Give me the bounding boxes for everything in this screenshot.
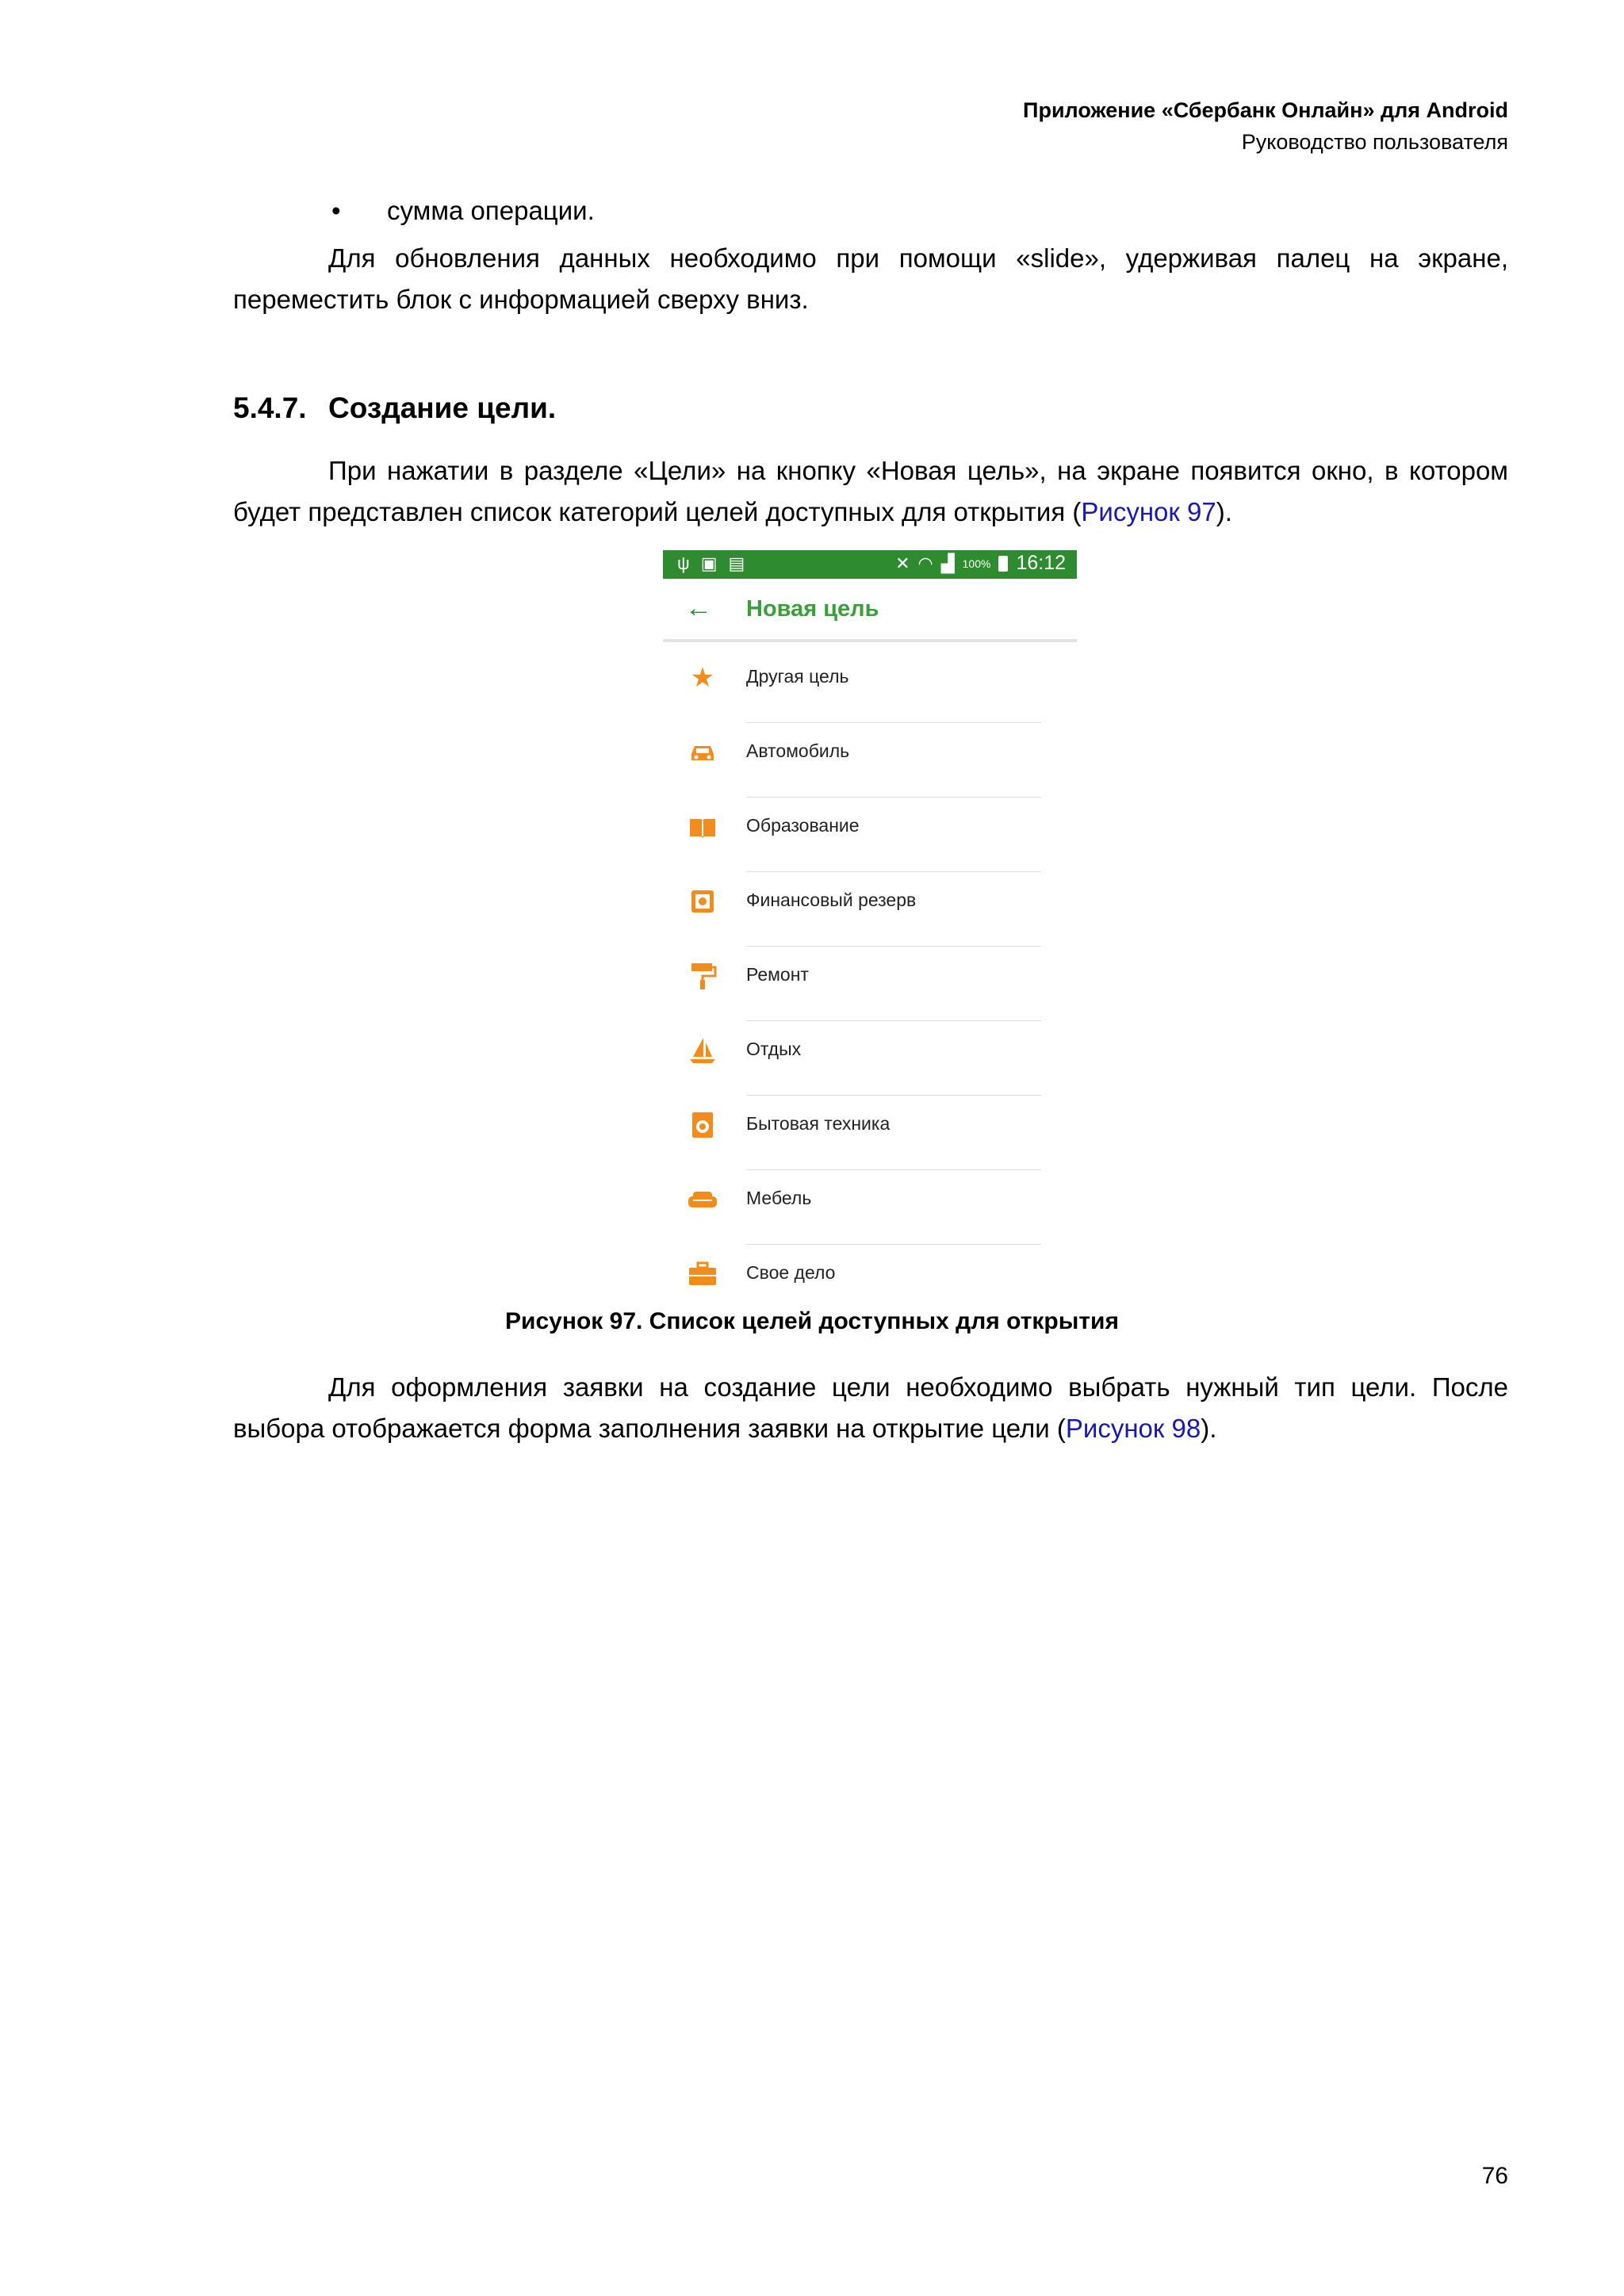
- goal-item-label: Автомобиль: [746, 740, 850, 761]
- goal-item-label: Ремонт: [746, 964, 809, 985]
- goal-item-label: Финансовый резерв: [746, 890, 917, 910]
- back-arrow-icon[interactable]: ←: [685, 593, 712, 623]
- paragraph-new-goal: [233, 450, 1508, 533]
- goal-item-appliances[interactable]: [663, 1096, 1077, 1170]
- briefcase-icon: [687, 1258, 718, 1289]
- goal-item-financial-reserve[interactable]: [663, 872, 1077, 947]
- goal-item-furniture[interactable]: [663, 1170, 1077, 1245]
- mute-icon: ✕: [895, 553, 910, 573]
- paragraph-new-goal-text: При нажатии в разделе «Цели» на кнопку «Новая цель», на экране появится окно, в котором будет представлен список категорий целей доступных для открытия (: [233, 456, 1508, 526]
- washing-machine-icon: [687, 1109, 718, 1141]
- goal-item-label: Мебель: [746, 1188, 812, 1208]
- goal-item-label: Бытовая техника: [746, 1113, 891, 1134]
- paragraph-select-type-text: Для оформления заявки на создание цели необходимо выбрать нужный тип цели. После выбора отображается форма заполнения заявки на открытие цели (: [233, 1372, 1508, 1443]
- car-icon: [687, 737, 718, 768]
- section-number: 5.4.7.: [233, 392, 307, 424]
- battery-percent: 100%: [962, 557, 991, 570]
- bullet-item: [331, 190, 595, 232]
- figure-98-link[interactable]: Рисунок 98: [1065, 1414, 1201, 1443]
- goal-item-education[interactable]: [663, 798, 1077, 872]
- goal-item-label: Свое дело: [746, 1262, 836, 1283]
- status-time: 16:12: [1016, 552, 1066, 574]
- status-bar: [663, 550, 1077, 579]
- goal-item-label: Отдых: [746, 1039, 802, 1059]
- goal-item-own-business[interactable]: [663, 1245, 1077, 1289]
- battery-icon: [998, 556, 1008, 572]
- section-title: Создание цели.: [328, 392, 557, 424]
- bullet-dot: •: [331, 196, 341, 225]
- header-subtitle: Руководство пользователя: [1241, 130, 1508, 154]
- paragraph-new-goal-end: ).: [1216, 497, 1232, 526]
- wifi-icon: ◠: [917, 553, 933, 573]
- page-number: 76: [1481, 2163, 1508, 2189]
- paragraph-select-type-end: ).: [1201, 1414, 1217, 1443]
- image-icon: ▣: [700, 553, 718, 573]
- goal-item-other[interactable]: [663, 649, 1077, 723]
- goal-item-repair[interactable]: [663, 947, 1077, 1021]
- safe-icon: [687, 886, 718, 917]
- signal-icon: ▟: [940, 553, 955, 573]
- sailboat-icon: [687, 1035, 718, 1066]
- figure-caption: Рисунок 97. Список целей доступных для открытия: [505, 1308, 1119, 1334]
- goal-item-label: Другая цель: [746, 666, 849, 687]
- header-title: Приложение «Сбербанк Онлайн» для Android: [1023, 98, 1508, 122]
- paragraph-select-type: [233, 1367, 1508, 1449]
- paragraph-refresh: Для обновления данных необходимо при помощи «slide», удерживая палец на экране, переместить блок с информацией сверху вниз.: [233, 243, 1508, 314]
- excel-icon: ▤: [728, 553, 745, 573]
- goal-item-vacation[interactable]: [663, 1021, 1077, 1096]
- paint-roller-icon: [687, 960, 718, 992]
- book-icon: [687, 811, 718, 843]
- app-bar: [663, 579, 1077, 642]
- section-heading: [233, 392, 556, 425]
- usb-icon: ψ: [677, 553, 690, 573]
- app-title: Новая цель: [746, 596, 879, 622]
- goal-category-list: [663, 649, 1077, 1289]
- bullet-text: сумма операции.: [387, 196, 595, 225]
- star-icon: ★: [690, 663, 715, 693]
- figure-97-link[interactable]: Рисунок 97: [1081, 497, 1216, 526]
- goal-item-car[interactable]: [663, 723, 1077, 798]
- sofa-icon: [687, 1184, 718, 1215]
- phone-screenshot: [663, 550, 1077, 1289]
- goal-item-label: Образование: [746, 815, 860, 836]
